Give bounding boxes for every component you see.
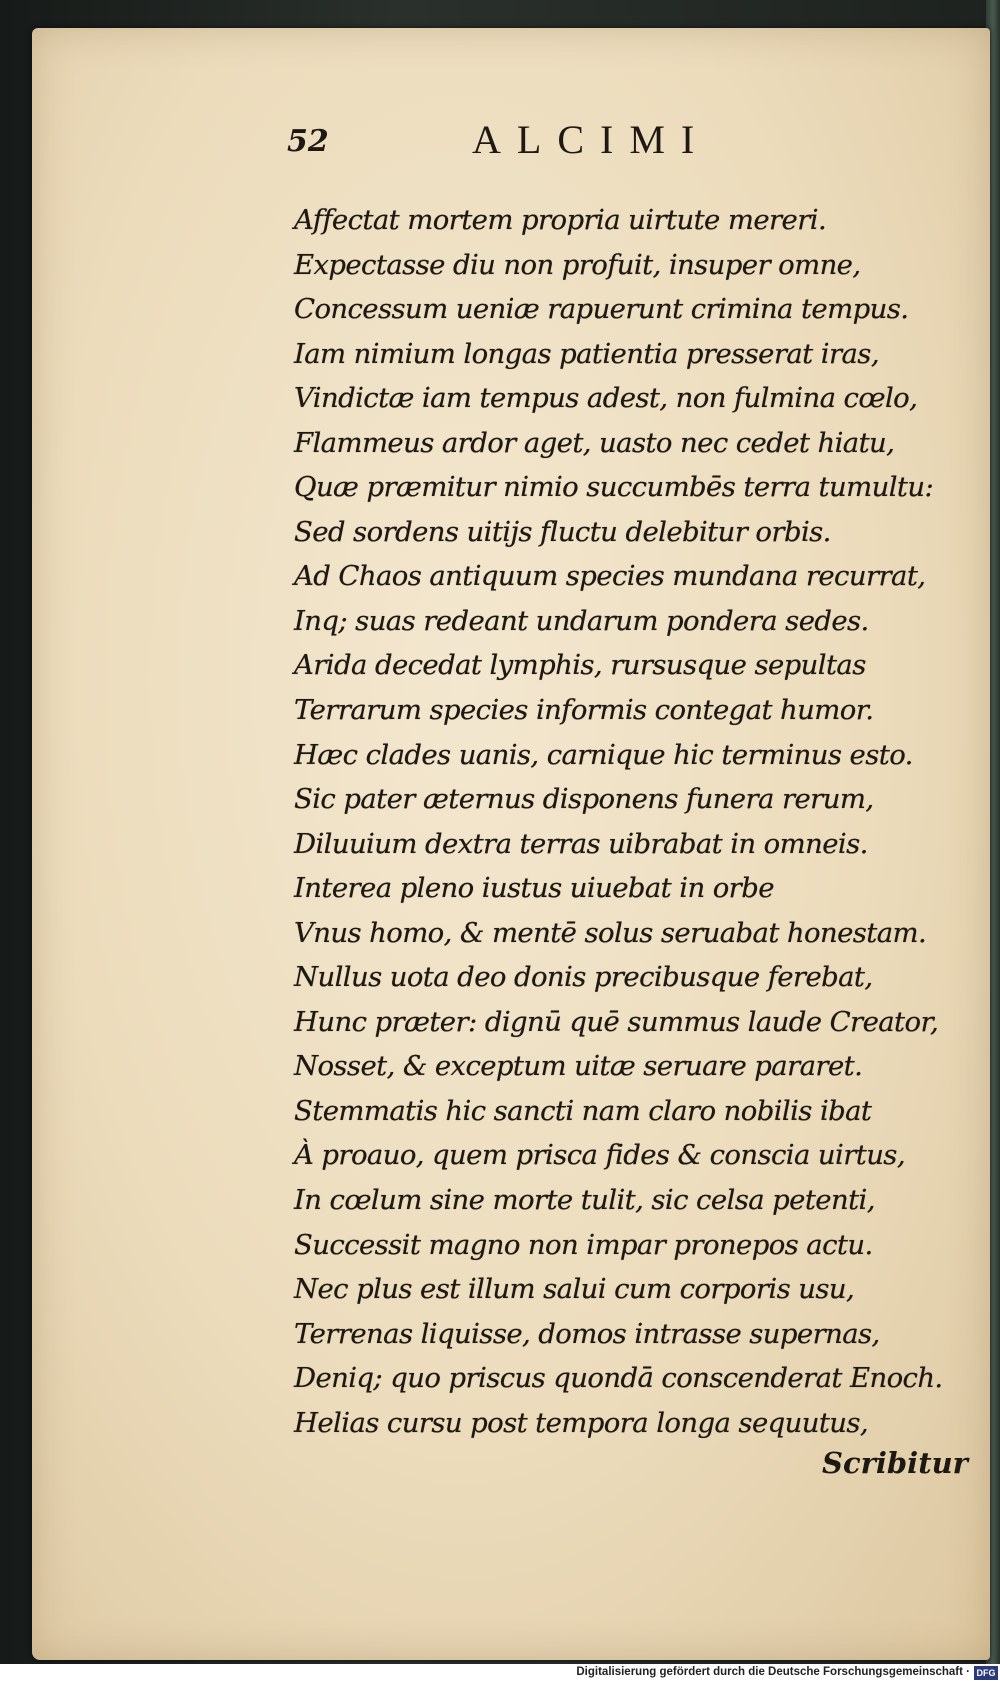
verse-line: Sed sordens uitijs fluctu delebitur orbis. bbox=[294, 515, 831, 548]
verse-line: Nullus uota deo donis precibusque ferebat, bbox=[294, 961, 873, 994]
verse-line: Affectat mortem propria uirtute mereri. bbox=[294, 204, 827, 236]
verse-line: Nec plus est illum salui cum corporis usu, bbox=[294, 1273, 855, 1306]
verse-line: Nosset, & exceptum uitæ seruare pararet. bbox=[294, 1050, 863, 1083]
verse-line: In cœlum sine morte tulit, sic celsa petenti, bbox=[294, 1184, 875, 1217]
page-number: 52 bbox=[287, 124, 329, 159]
verse-line: Helias cursu post tempora longa sequutus, bbox=[294, 1406, 869, 1439]
verse-line: Flammeus ardor aget, uasto nec cedet hiatu, bbox=[294, 426, 895, 459]
running-head: ALCIMI bbox=[472, 117, 711, 162]
verse-line: Deniq; quo priscus quondā conscenderat Enoch. bbox=[294, 1362, 943, 1395]
verse-line: À proauo, quem prisca fides & conscia uirtus, bbox=[294, 1139, 905, 1172]
book-page bbox=[32, 28, 990, 1660]
verse-line: Quæ præmitur nimio succumbēs terra tumultu: bbox=[294, 471, 934, 504]
verse-line: Vnus homo, & mentē solus seruabat honestam. bbox=[294, 916, 927, 949]
catchword: Scribitur bbox=[822, 1446, 968, 1480]
verse-line: Successit magno non impar pronepos actu. bbox=[294, 1228, 873, 1261]
digitization-footer bbox=[0, 1664, 1000, 1684]
verse-line: Diluuium dextra terras uibrabat in omneis. bbox=[294, 827, 868, 860]
dfg-logo-icon: DFG bbox=[974, 1666, 998, 1680]
verse-line: Terrenas liquisse, domos intrasse supernas, bbox=[294, 1317, 880, 1350]
verse-list bbox=[294, 198, 994, 1445]
verse-line: Inq; suas redeant undarum pondera sedes. bbox=[294, 604, 869, 637]
verse-line: Stemmatis hic sancti nam claro nobilis ibat bbox=[294, 1094, 872, 1127]
verse-line: Concessum ueniæ rapuerunt crimina tempus. bbox=[294, 293, 909, 326]
verse-line: Vindictæ iam tempus adest, non fulmina cœlo, bbox=[294, 382, 918, 415]
verse-line: Ad Chaos antiquum species mundana recurrat, bbox=[294, 560, 926, 593]
funding-credit: Digitalisierung gefördert durch die Deutsche Forschungsgemeinschaft · bbox=[576, 1666, 970, 1678]
verse-line: Arida decedat lymphis, rursusque sepultas bbox=[294, 649, 866, 682]
verse-line: Hunc præter: dignū quē summus laude Creator, bbox=[294, 1005, 939, 1038]
verse-line: Iam nimium longas patientia presserat iras, bbox=[294, 337, 879, 370]
verse-line: Interea pleno iustus uiuebat in orbe bbox=[294, 872, 774, 905]
page-header bbox=[232, 116, 932, 176]
verse-line: Sic pater æternus disponens funera rerum, bbox=[294, 783, 874, 816]
verse-line: Expectasse diu non profuit, insuper omne, bbox=[294, 248, 861, 281]
verse-line: Hæc clades uanis, carnique hic terminus esto. bbox=[294, 738, 913, 771]
verse-line: Terrarum species informis contegat humor. bbox=[294, 694, 874, 727]
